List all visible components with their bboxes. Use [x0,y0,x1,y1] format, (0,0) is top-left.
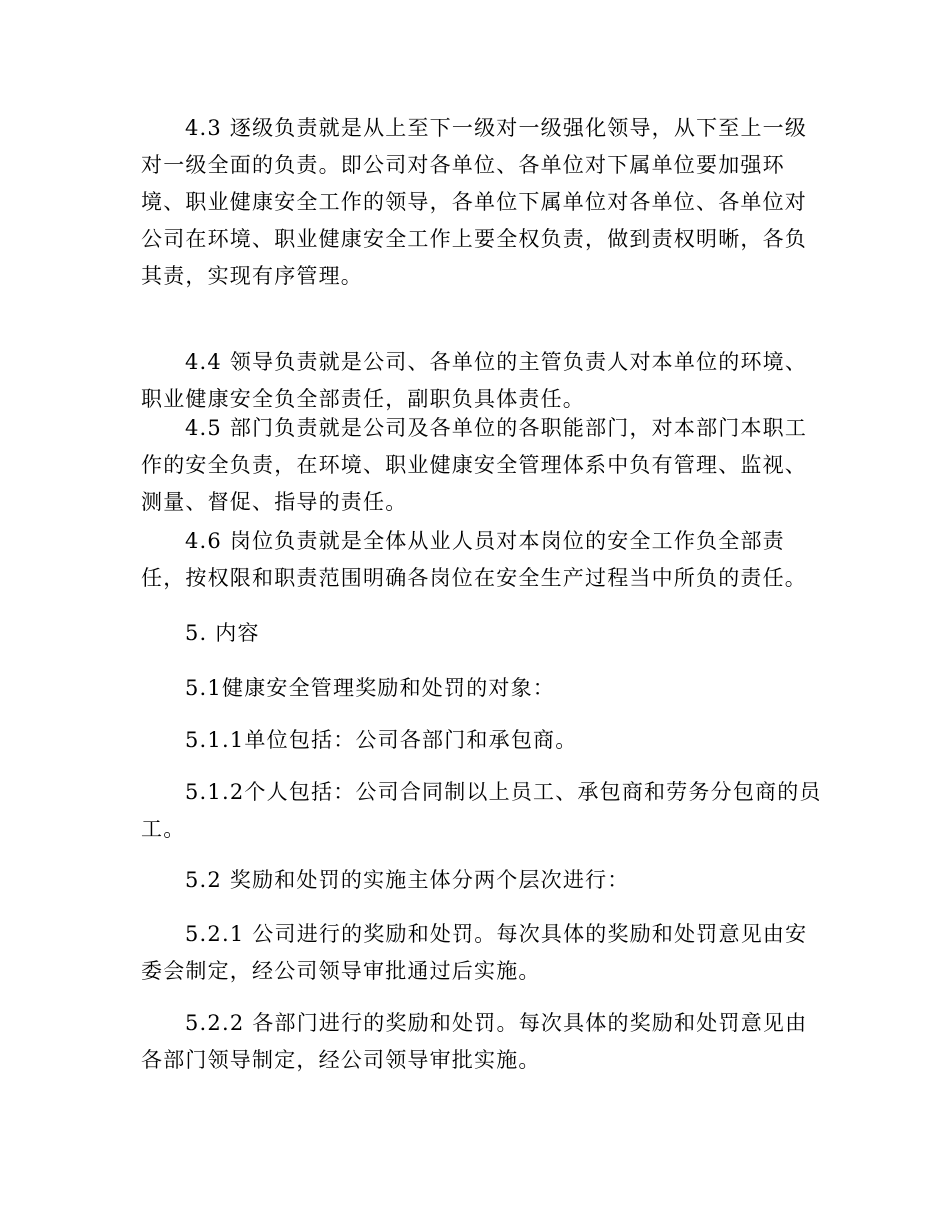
text-line: 境、职业健康安全工作的领导，各单位下属单位对各单位、各单位对 [141,190,807,214]
text-line: 作的安全负责，在环境、职业健康安全管理体系中负有管理、监视、 [141,453,807,477]
text-line: 4.5 部门负责就是公司及各单位的各职能部门，对本部门本职工 [185,416,808,440]
text-line: 5.2.1 公司进行的奖励和处罚。每次具体的奖励和处罚意见由安 [185,922,808,946]
text-line: 各部门领导制定，经公司领导审批实施。 [141,1048,541,1072]
paragraph-5-2 [141,862,821,899]
text-line: 工。 [141,817,186,841]
text-line: 5.2 奖励和处罚的实施主体分两个层次进行： [185,868,630,892]
text-line: 公司在环境、职业健康安全工作上要全权负责，做到责权明晰，各负 [141,227,807,251]
text-line: 5.1健康安全管理奖励和处罚的对象： [185,676,555,700]
paragraph-5-2-1 [141,916,821,990]
text-line: 测量、督促、指导的责任。 [141,490,408,514]
paragraph-4-3 [141,110,821,295]
text-line: 5. 内容 [185,621,260,645]
text-line: 对一级全面的负责。即公司对各单位、各单位对下属单位要加强环 [141,153,785,177]
text-line: 4.6 岗位负责就是全体从业人员对本岗位的安全工作负全部责 [185,529,785,553]
paragraph-5-1-2 [141,774,821,848]
text-line: 委会制定，经公司领导审批通过后实施。 [141,959,541,983]
text-line: 4.3 逐级负责就是从上至下一级对一级强化领导，从下至上一级 [185,116,808,140]
paragraph-5-1 [141,670,821,707]
text-line: 5.1.1单位包括：公司各部门和承包商。 [185,728,578,752]
paragraph-4-4 [141,344,821,418]
text-line: 任，按权限和职责范围明确各岗位在安全生产过程当中所负的责任。 [141,566,807,590]
text-line: 5.1.2个人包括：公司合同制以上员工、承包商和劳务分包商的员 [185,780,822,804]
paragraph-5-2-2 [141,1005,821,1079]
text-line: 其责，实现有序管理。 [141,264,363,288]
text-line: 职业健康安全负全部责任，副职负具体责任。 [141,387,585,411]
text-line: 4.4 领导负责就是公司、各单位的主管负责人对本单位的环境、 [185,350,808,374]
text-line: 5.2.2 各部门进行的奖励和处罚。每次具体的奖励和处罚意见由 [185,1011,808,1035]
paragraph-5-1-1 [141,722,821,759]
paragraph-4-6 [141,523,821,597]
paragraph-4-5 [141,410,821,521]
section-heading-5 [141,615,821,652]
